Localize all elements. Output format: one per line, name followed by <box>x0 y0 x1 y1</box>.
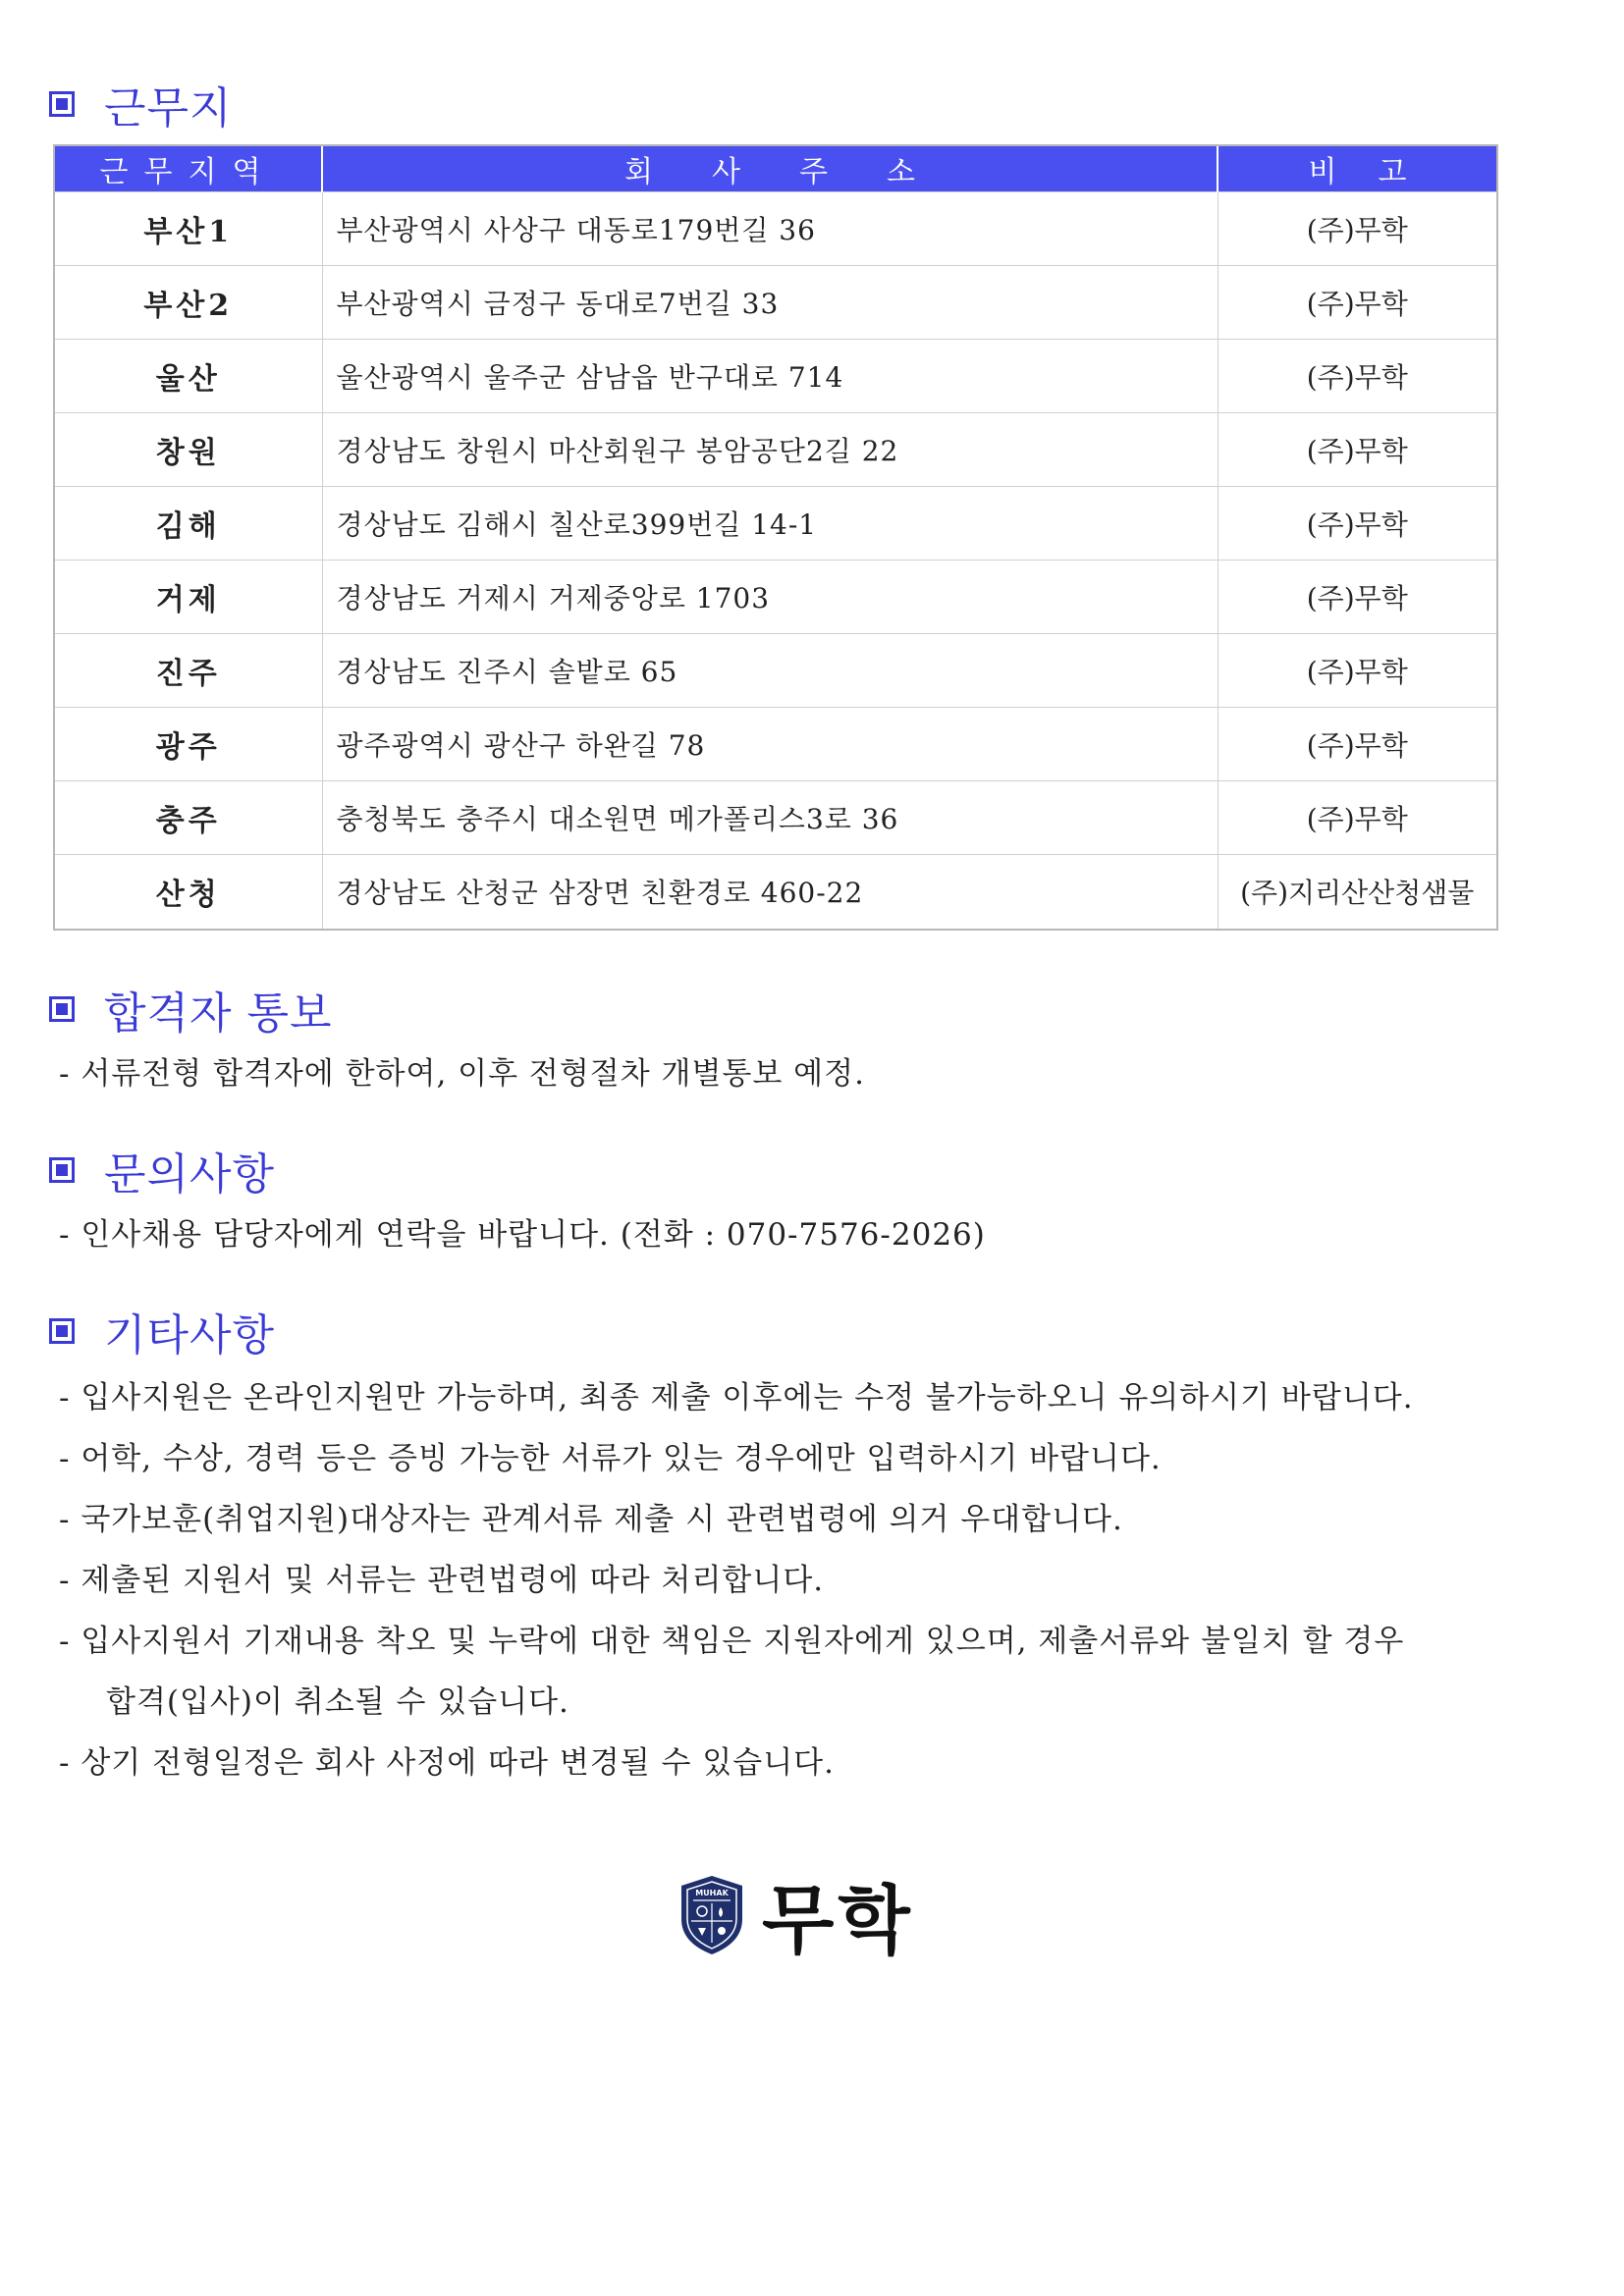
section-title: 기타사항 <box>104 1310 276 1361</box>
address-cell: 충청북도 충주시 대소원면 메가폴리스3로 36 <box>322 781 1218 855</box>
note-cell: (주)무학 <box>1218 413 1496 487</box>
section-heading-etc <box>49 1302 275 1361</box>
section-heading-workplace <box>49 75 233 133</box>
table-row <box>55 487 1496 561</box>
square-bullet-icon <box>49 1157 75 1183</box>
inquiry-line: - 인사채용 담당자에게 연락을 바랍니다. (전화 : 070-7576-2026) <box>59 1217 986 1253</box>
region-cell: 김해 <box>55 487 322 561</box>
etc-line: - 입사지원은 온라인지원만 가능하며, 최종 제출 이후에는 수정 불가능하오니 유의하시기 바랍니다. <box>59 1380 1414 1415</box>
section-title: 근무지 <box>104 83 233 133</box>
column-header-region: 근무지역 <box>55 146 322 192</box>
region-cell: 충주 <box>55 781 322 855</box>
etc-line: - 어학, 수상, 경력 등은 증빙 가능한 서류가 있는 경우에만 입력하시기 바랍니다. <box>59 1441 1162 1476</box>
region-cell: 거제 <box>55 561 322 634</box>
region-cell: 산청 <box>55 855 322 929</box>
column-header-note: 비고 <box>1218 146 1496 192</box>
note-cell: (주)무학 <box>1218 192 1496 266</box>
logo-wordmark: 무학 <box>762 1877 914 1964</box>
etc-line: - 국가보훈(취업지원)대상자는 관계서류 제출 시 관련법령에 의거 우대합니다. <box>59 1502 1123 1537</box>
address-cell: 부산광역시 사상구 대동로179번길 36 <box>322 192 1218 266</box>
region-cell: 진주 <box>55 634 322 708</box>
address-cell: 경상남도 창원시 마산회원구 봉암공단2길 22 <box>322 413 1218 487</box>
note-cell: (주)지리산산청샘물 <box>1218 855 1496 929</box>
region-cell: 부산1 <box>55 192 322 266</box>
announcement-line: - 서류전형 합격자에 한하여, 이후 전형절차 개별통보 예정. <box>59 1056 865 1092</box>
table-row <box>55 561 1496 634</box>
table-row <box>55 634 1496 708</box>
table-row <box>55 708 1496 781</box>
address-cell: 경상남도 김해시 칠산로399번길 14-1 <box>322 487 1218 561</box>
table-row <box>55 192 1496 266</box>
address-cell: 경상남도 진주시 솔밭로 65 <box>322 634 1218 708</box>
section-heading-inquiry <box>49 1141 275 1200</box>
region-cell: 부산2 <box>55 266 322 340</box>
square-bullet-icon <box>49 1318 75 1344</box>
note-cell: (주)무학 <box>1218 781 1496 855</box>
etc-line: - 상기 전형일정은 회사 사정에 따라 변경될 수 있습니다. <box>59 1745 835 1781</box>
section-title: 합격자 통보 <box>104 988 333 1039</box>
table-row <box>55 413 1496 487</box>
note-cell: (주)무학 <box>1218 487 1496 561</box>
table-header-row <box>55 146 1496 192</box>
column-header-address: 회사주소 <box>322 146 1218 192</box>
table-row <box>55 781 1496 855</box>
note-cell: (주)무학 <box>1218 266 1496 340</box>
address-cell: 부산광역시 금정구 동대로7번길 33 <box>322 266 1218 340</box>
etc-line-continuation: 합격(입사)이 취소될 수 있습니다. <box>106 1684 569 1720</box>
region-cell: 광주 <box>55 708 322 781</box>
square-bullet-icon <box>49 996 75 1022</box>
shield-emblem-icon <box>679 1874 744 1956</box>
note-cell: (주)무학 <box>1218 634 1496 708</box>
table-row <box>55 266 1496 340</box>
table-body <box>55 192 1496 929</box>
address-cell: 울산광역시 울주군 삼남읍 반구대로 714 <box>322 340 1218 413</box>
region-cell: 창원 <box>55 413 322 487</box>
note-cell: (주)무학 <box>1218 340 1496 413</box>
note-cell: (주)무학 <box>1218 708 1496 781</box>
workplace-table <box>53 144 1498 931</box>
etc-line: - 제출된 지원서 및 서류는 관련법령에 따라 처리합니다. <box>59 1563 825 1598</box>
etc-line: - 입사지원서 기재내용 착오 및 누락에 대한 책임은 지원자에게 있으며, 제출서류와 불일치 할 경우 <box>59 1624 1405 1659</box>
square-bullet-icon <box>49 91 75 117</box>
company-logo <box>679 1861 914 1968</box>
address-cell: 경상남도 산청군 삼장면 친환경로 460-22 <box>322 855 1218 929</box>
emblem-text: MUHAK <box>695 1888 729 1897</box>
address-cell: 광주광역시 광산구 하완길 78 <box>322 708 1218 781</box>
table-row <box>55 855 1496 929</box>
note-cell: (주)무학 <box>1218 561 1496 634</box>
section-heading-announcement <box>49 980 333 1039</box>
table-row <box>55 340 1496 413</box>
section-title: 문의사항 <box>104 1149 276 1200</box>
address-cell: 경상남도 거제시 거제중앙로 1703 <box>322 561 1218 634</box>
region-cell: 울산 <box>55 340 322 413</box>
